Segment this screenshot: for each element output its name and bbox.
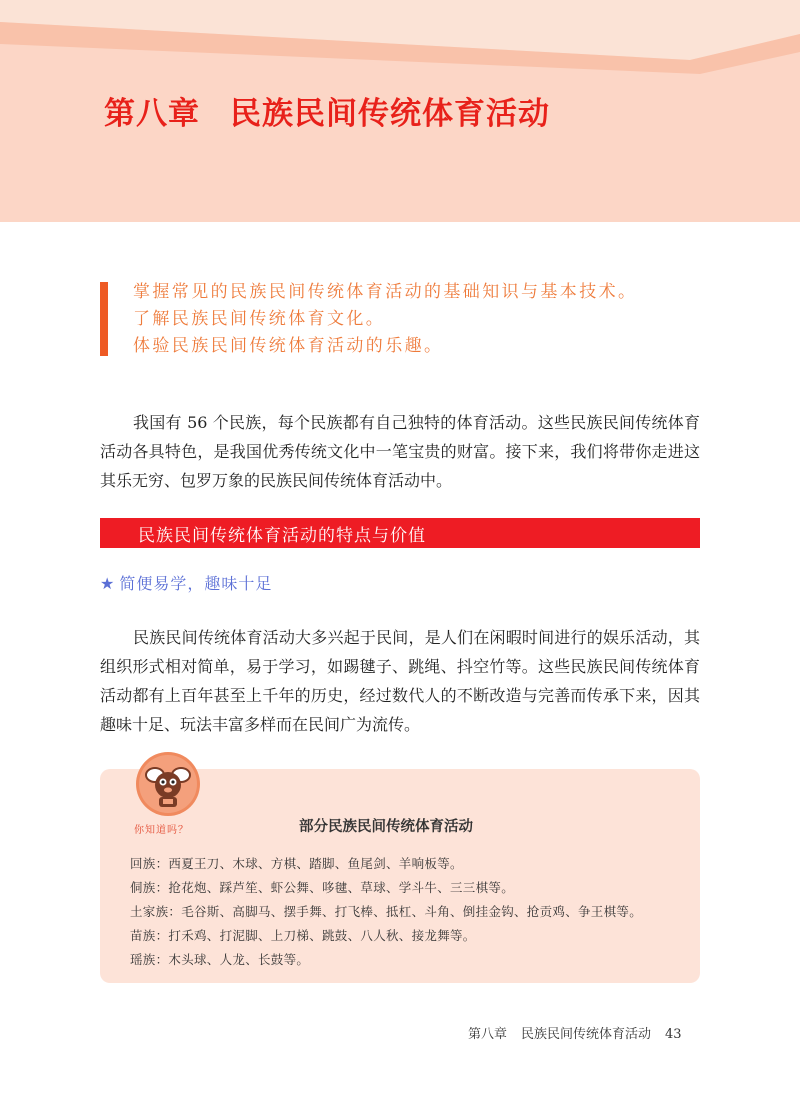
ethnic-activity-list xyxy=(130,852,642,972)
section-header xyxy=(100,518,700,548)
chapter-number: 第八章 xyxy=(104,96,200,132)
list-item: 苗族：打禾鸡、打泥脚、上刀梯、跳鼓、八人秋、接龙舞等。 xyxy=(130,928,476,943)
mascot-icon xyxy=(135,751,201,817)
goal-item: 体验民族民间传统体育活动的乐趣。 xyxy=(133,336,444,356)
chapter-name: 民族民间传统体育活动 xyxy=(230,96,550,132)
did-you-know-label: 你知道吗？ xyxy=(134,825,189,836)
goals-accent-bar xyxy=(100,282,108,356)
goal-item: 了解民族民间传统体育文化。 xyxy=(133,309,386,329)
chapter-title xyxy=(104,88,550,133)
did-you-know-title: 部分民族民间传统体育活动 xyxy=(299,819,473,835)
section-title: 民族民间传统体育活动的特点与价值 xyxy=(138,526,426,546)
page-footer xyxy=(468,1023,682,1042)
list-item: 侗族：抢花炮、踩芦笙、虾公舞、哆毽、草球、学斗牛、三三棋等。 xyxy=(130,880,515,895)
chapter-header-band xyxy=(0,0,800,222)
star-icon: ★ xyxy=(100,574,116,593)
list-item: 回族：西夏王刀、木球、方棋、踏脚、鱼尾剑、羊响板等。 xyxy=(130,856,463,871)
footer-title: 民族民间传统体育活动 xyxy=(521,1027,652,1042)
subheading xyxy=(100,571,272,594)
body-paragraph: 民族民间传统体育活动大多兴起于民间，是人们在闲暇时间进行的娱乐活动，其组织形式相对简单，易于学习，如踢毽子、跳绳、抖空竹等。这些民族民间传统体育活动都有上百年甚至上千年的历史，经过数代人的不断改造与完善而传承下来，因其趣味十足、玩法丰富多样而在民间广为流传。 xyxy=(100,628,700,734)
page-number: 43 xyxy=(665,1027,682,1042)
subheading-text: 简便易学，趣味十足 xyxy=(119,574,273,593)
learning-goals xyxy=(133,279,637,360)
list-item: 土家族：毛谷斯、高脚马、摆手舞、打飞棒、抵杠、斗角、倒挂金钩、抢贡鸡、争王棋等。 xyxy=(130,904,643,919)
goal-item: 掌握常见的民族民间传统体育活动的基础知识与基本技术。 xyxy=(133,282,638,302)
list-item: 瑶族：木头球、人龙、长鼓等。 xyxy=(130,952,310,967)
footer-chapter: 第八章 xyxy=(468,1027,508,1042)
intro-paragraph: 我国有 56 个民族，每个民族都有自己独特的体育活动。这些民族民间传统体育活动各具特色，是我国优秀传统文化中一笔宝贵的财富。接下来，我们将带你走进这其乐无穷、包罗万象的民族民间传统体育活动中。 xyxy=(100,413,700,490)
